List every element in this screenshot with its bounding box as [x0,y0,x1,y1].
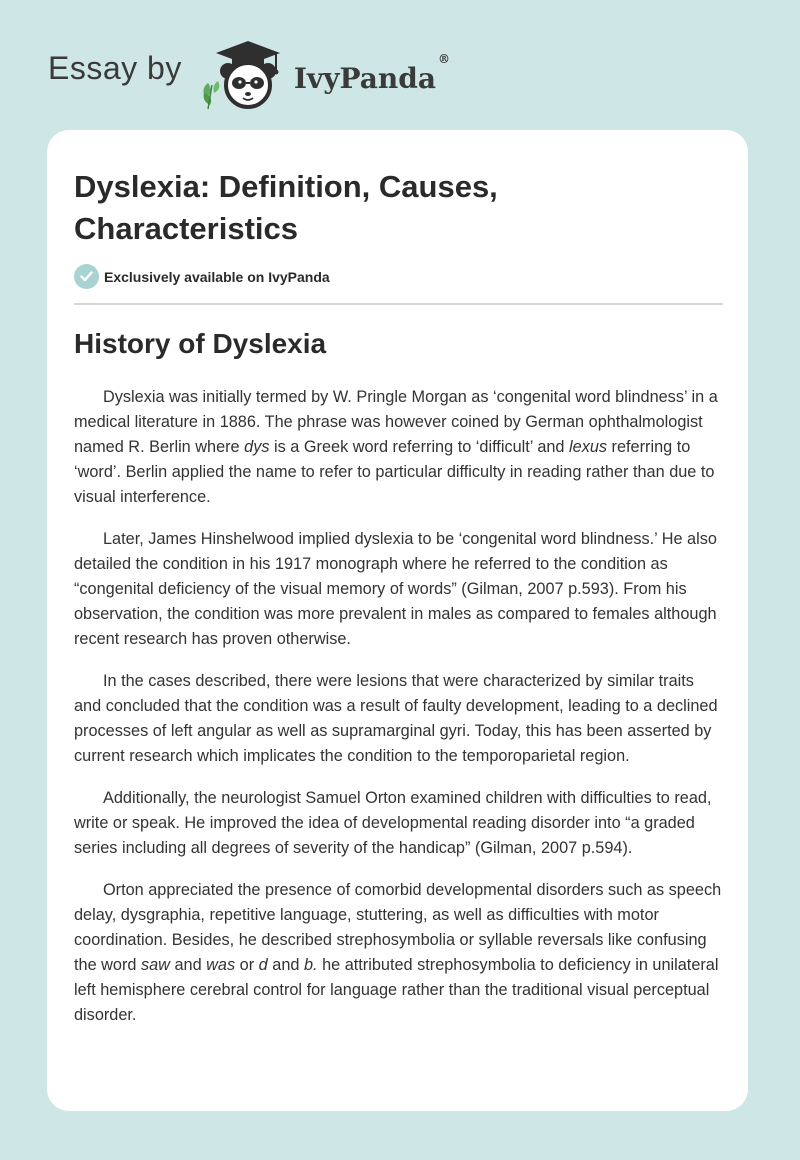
site-header [48,36,450,116]
page-title: Dyslexia: Definition, Causes, Characteristics [74,169,498,246]
paragraph: In the cases described, there were lesions that were characterized by similar traits and concluded that the condition was a result of faulty development, leading to a declined processes of left angular as well as supramarginal gyri. Today, this has been asserted by current research which implicates the condition to the temporoparietal region. [74,672,718,765]
essay-by-label: Essay by [48,49,182,86]
paragraph: Later, James Hinshelwood implied dyslexia to be ‘congenital word blindness.’ He also detailed the condition in his 1917 monograph where he referred to the condition as “congenital deficiency of the visual memory of words” (Gilman, 2007 p.593). From his observation, the condition was more prevalent in males as compared to females although recent research has proven otherwise. [74,530,717,648]
divider [74,303,723,305]
exclusive-badge [74,264,330,289]
badge-label: Exclusively available on IvyPanda [104,268,330,285]
section-title: History of Dyslexia [74,328,327,359]
paragraph: Orton appreciated the presence of comorbid developmental disorders such as speech delay, dysgraphia, repetitive language, stuttering, as well as difficulties with motor coordination. Besides, he described strephosymbolia or syllable reversals like confusing the word saw and was or d and b. he attributed strephosymbolia to deficiency in unilateral left hemisphere cerebral control for language rather than the traditional visual perceptual disorder. [74,881,722,1024]
registered-mark: ® [438,52,450,67]
panda-graduate-logo-icon[interactable] [196,39,292,113]
brand-text: IvyPanda [293,61,436,95]
article-body [74,385,725,1045]
brand-name[interactable] [293,52,450,95]
checkmark-icon [74,264,99,289]
paragraph: Dyslexia was initially termed by W. Pringle Morgan as ‘congenital word blindness’ in a medical literature in 1886. The phrase was however coined by German ophthalmologist named R. Berlin where dys is a Greek word referring to ‘difficult’ and lexus referring to ‘word’. Berlin applied the name to refer to particular difficulty in reading rather than due to visual interference. [74,388,718,506]
essay-card [47,130,748,1111]
paragraph: Additionally, the neurologist Samuel Orton examined children with difficulties to read, write or speak. He improved the idea of developmental reading disorder into “a graded series including all degrees of severity of the handicap” (Gilman, 2007 p.594). [74,789,712,857]
